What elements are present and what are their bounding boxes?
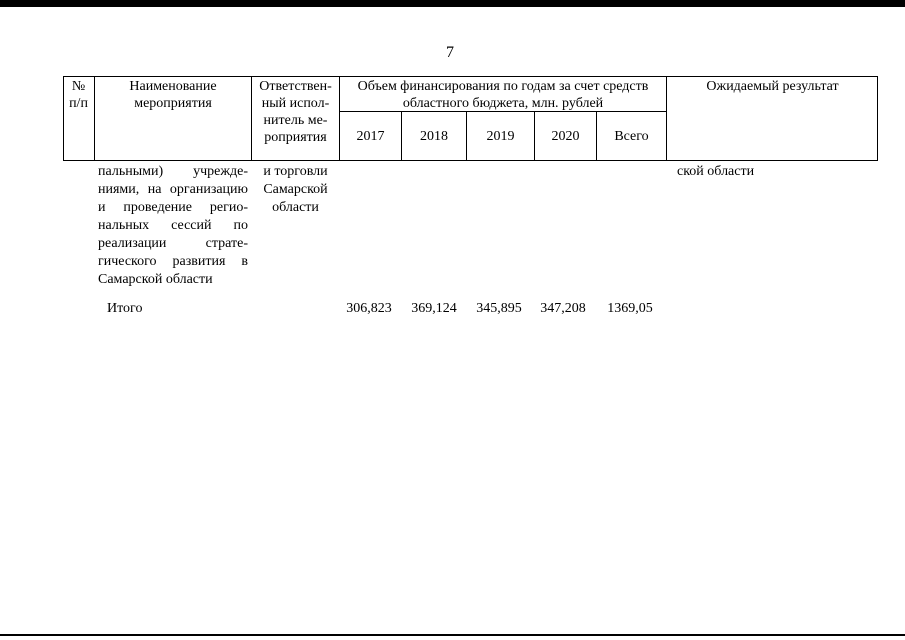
header-executor: Ответствен- ный испол- нитель ме- роприятия: [259, 79, 332, 145]
header-total: Всего: [614, 129, 649, 144]
total-2018: 369,124: [411, 301, 457, 316]
header-year-2020: 2020: [551, 129, 580, 144]
header-year-2017: 2017: [356, 129, 385, 144]
header-financing: Объем финансирования по годам за счет средств областного бюджета, млн. рублей: [357, 79, 649, 111]
header-number: № п/п: [69, 79, 88, 111]
total-2019: 345,895: [476, 301, 522, 316]
row-activity-name: пальными) учрежде- ниями, на организацию и проведение регио- нальных сессий по реализации страте- гического развития в Самарской области: [98, 164, 248, 287]
total-label: Итого: [107, 301, 143, 316]
header-name: Наименование мероприятия: [129, 79, 217, 111]
header-expected-result: Ожидаемый результат: [706, 79, 839, 94]
header-year-2019: 2019: [486, 129, 515, 144]
row-expected-result: ской области: [677, 164, 755, 179]
total-all-years: 1369,05: [607, 301, 653, 316]
total-2020: 347,208: [540, 301, 586, 316]
bottom-border-line: [0, 634, 905, 636]
header-year-2018: 2018: [420, 129, 448, 144]
page-number: 7: [446, 44, 454, 61]
total-2017: 306,823: [346, 301, 392, 316]
row-executor: и торговли Самарской области: [263, 164, 328, 215]
top-border-bar: [0, 0, 905, 7]
